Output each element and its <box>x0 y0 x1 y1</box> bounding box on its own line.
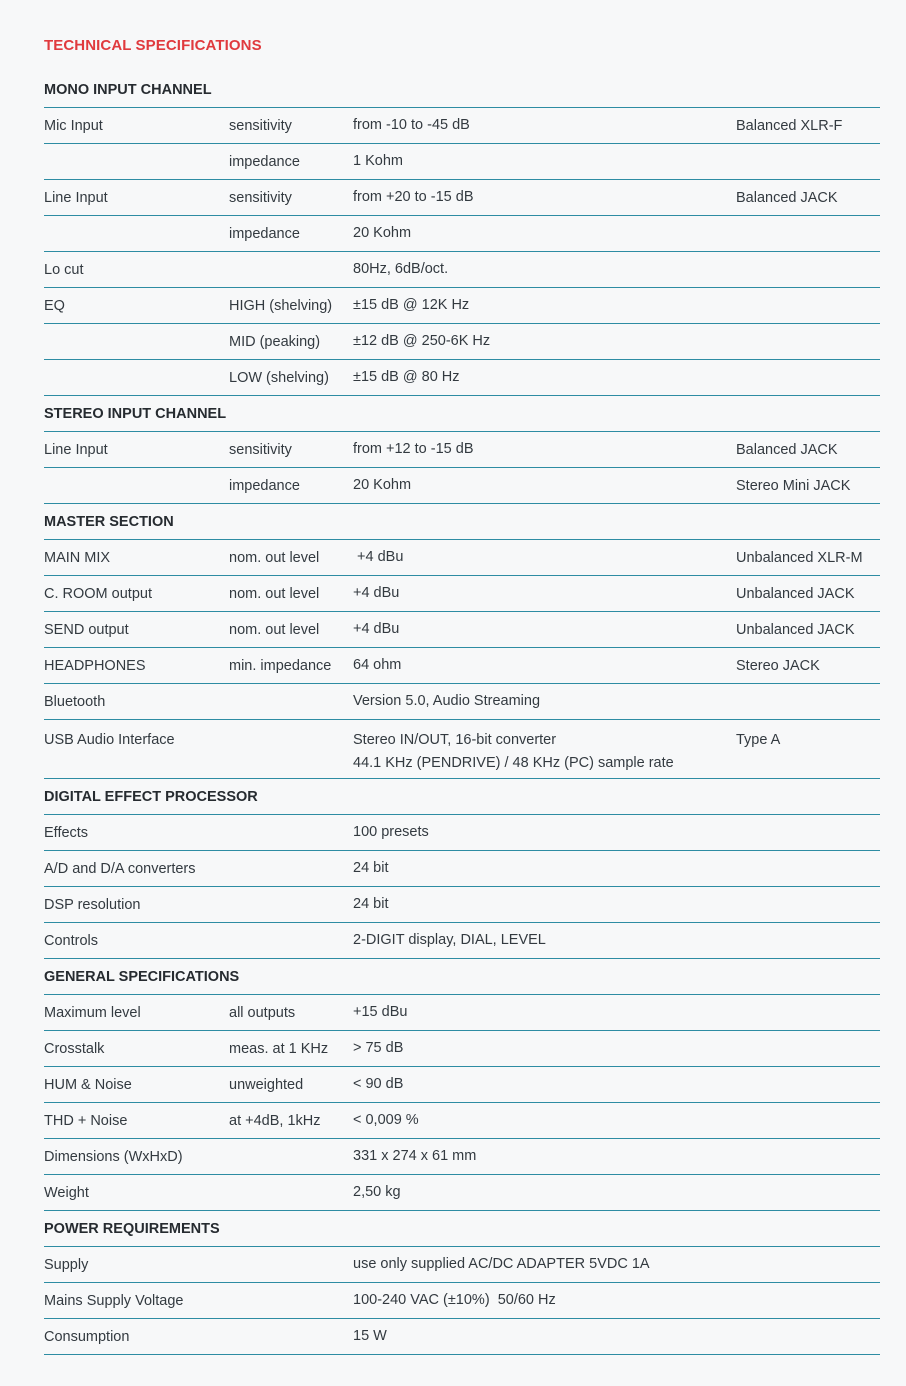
spec-name: Line Input <box>44 441 108 458</box>
spec-value: 331 x 274 x 61 mm <box>353 1148 477 1164</box>
spec-parameter: impedance <box>229 153 300 170</box>
spec-connector: Unbalanced XLR-M <box>736 549 863 566</box>
spec-parameter: nom. out level <box>229 621 320 638</box>
spec-row <box>44 612 880 648</box>
section-header <box>44 396 880 432</box>
spec-row <box>44 1031 880 1067</box>
spec-parameter: impedance <box>229 477 300 494</box>
spec-parameter: sensitivity <box>229 189 292 206</box>
spec-row <box>44 576 880 612</box>
spec-name: Consumption <box>44 1328 130 1345</box>
section-header <box>44 959 880 995</box>
spec-value: 2,50 kg <box>353 1184 401 1200</box>
spec-parameter: HIGH (shelving) <box>229 297 333 314</box>
spec-name: Dimensions (WxHxD) <box>44 1148 183 1165</box>
spec-parameter: at +4dB, 1kHz <box>229 1112 321 1129</box>
spec-name: Bluetooth <box>44 693 106 710</box>
spec-row <box>44 887 880 923</box>
spec-row <box>44 648 880 684</box>
spec-value-line: Stereo IN/OUT, 16-bit converter <box>353 732 557 748</box>
spec-value: Version 5.0, Audio Streaming <box>353 693 541 709</box>
spec-connector: Balanced JACK <box>736 441 838 458</box>
spec-value: 100-240 VAC (±10%) 50/60 Hz <box>353 1292 556 1308</box>
section-title: DIGITAL EFFECT PROCESSOR <box>44 788 258 805</box>
spec-name: HUM & Noise <box>44 1076 132 1093</box>
spec-value: 64 ohm <box>353 657 402 673</box>
spec-name: HEADPHONES <box>44 657 146 674</box>
spec-name: Mains Supply Voltage <box>44 1292 184 1309</box>
spec-row <box>44 1103 880 1139</box>
spec-name: SEND output <box>44 621 129 638</box>
spec-parameter: sensitivity <box>229 117 292 134</box>
spec-value: from -10 to -45 dB <box>353 117 470 133</box>
spec-name: Mic Input <box>44 117 103 134</box>
spec-value-line: 44.1 KHz (PENDRIVE) / 48 KHz (PC) sample rate <box>353 755 674 771</box>
spec-value: ±12 dB @ 250-6K Hz <box>353 333 491 349</box>
spec-row <box>44 216 880 252</box>
spec-row <box>44 995 880 1031</box>
spec-parameter: min. impedance <box>229 657 332 674</box>
spec-value: +15 dBu <box>353 1004 408 1020</box>
spec-row <box>44 1247 880 1283</box>
spec-parameter: nom. out level <box>229 585 320 602</box>
spec-value: ±15 dB @ 12K Hz <box>353 297 470 313</box>
spec-connector: Unbalanced JACK <box>736 621 855 638</box>
spec-value: 24 bit <box>353 896 389 912</box>
spec-parameter: sensitivity <box>229 441 292 458</box>
spec-value: < 0,009 % <box>353 1112 419 1128</box>
section-header <box>44 72 880 108</box>
spec-value: ±15 dB @ 80 Hz <box>353 369 460 385</box>
section-header <box>44 504 880 540</box>
spec-row <box>44 288 880 324</box>
spec-parameter: LOW (shelving) <box>229 369 329 386</box>
spec-name: Crosstalk <box>44 1040 105 1057</box>
spec-value: > 75 dB <box>353 1040 404 1056</box>
spec-value: +4 dBu <box>353 549 404 565</box>
spec-value: 100 presets <box>353 824 429 840</box>
section-title: STEREO INPUT CHANNEL <box>44 405 227 422</box>
spec-name: A/D and D/A converters <box>44 860 196 877</box>
spec-parameter: unweighted <box>229 1076 304 1093</box>
spec-name: Maximum level <box>44 1004 141 1021</box>
spec-row <box>44 144 880 180</box>
spec-parameter: MID (peaking) <box>229 333 321 350</box>
spec-name: DSP resolution <box>44 896 141 913</box>
spec-row <box>44 1319 880 1355</box>
spec-name: Effects <box>44 824 89 841</box>
spec-row <box>44 1283 880 1319</box>
spec-row <box>44 815 880 851</box>
spec-row <box>44 432 880 468</box>
spec-row <box>44 252 880 288</box>
spec-value: +4 dBu <box>353 585 400 601</box>
spec-connector: Unbalanced JACK <box>736 585 855 602</box>
section-header <box>44 779 880 815</box>
section-title: POWER REQUIREMENTS <box>44 1220 220 1237</box>
spec-row <box>44 108 880 144</box>
spec-row <box>44 720 880 779</box>
spec-row <box>44 360 880 396</box>
spec-name: Line Input <box>44 189 108 206</box>
section-title: MONO INPUT CHANNEL <box>44 81 212 98</box>
spec-parameter: meas. at 1 KHz <box>229 1040 329 1057</box>
spec-row <box>44 684 880 720</box>
spec-value: use only supplied AC/DC ADAPTER 5VDC 1A <box>353 1256 650 1272</box>
spec-name: MAIN MIX <box>44 549 111 566</box>
spec-parameter: impedance <box>229 225 300 242</box>
spec-row <box>44 468 880 504</box>
spec-name: Supply <box>44 1256 89 1273</box>
spec-name: Weight <box>44 1184 89 1201</box>
spec-value: < 90 dB <box>353 1076 404 1092</box>
spec-value: from +12 to -15 dB <box>353 441 474 457</box>
spec-row <box>44 1139 880 1175</box>
spec-connector: Stereo Mini JACK <box>736 477 851 494</box>
spec-name: EQ <box>44 297 65 314</box>
spec-value: 2-DIGIT display, DIAL, LEVEL <box>353 932 546 948</box>
section-header <box>44 1211 880 1247</box>
spec-row <box>44 324 880 360</box>
spec-name: C. ROOM output <box>44 585 152 602</box>
spec-value <box>353 729 736 775</box>
spec-name: THD + Noise <box>44 1112 128 1129</box>
spec-row <box>44 540 880 576</box>
spec-row <box>44 180 880 216</box>
spec-name: Controls <box>44 932 98 949</box>
spec-table <box>44 72 880 1355</box>
section-title: MASTER SECTION <box>44 513 174 530</box>
spec-value: 15 W <box>353 1328 387 1344</box>
spec-parameter: nom. out level <box>229 549 320 566</box>
spec-row <box>44 1067 880 1103</box>
spec-value: 80Hz, 6dB/oct. <box>353 261 449 277</box>
spec-value: 20 Kohm <box>353 225 412 241</box>
spec-row <box>44 923 880 959</box>
spec-parameter: all outputs <box>229 1004 296 1021</box>
page-title: TECHNICAL SPECIFICATIONS <box>44 37 262 54</box>
spec-value: 24 bit <box>353 860 389 876</box>
section-title: GENERAL SPECIFICATIONS <box>44 968 240 985</box>
spec-value: 20 Kohm <box>353 477 412 493</box>
spec-connector: Stereo JACK <box>736 657 820 674</box>
spec-value: +4 dBu <box>353 621 400 637</box>
spec-value: 1 Kohm <box>353 153 403 169</box>
spec-name: Lo cut <box>44 261 84 278</box>
spec-connector: Balanced XLR-F <box>736 117 843 134</box>
spec-connector: Balanced JACK <box>736 189 838 206</box>
spec-row <box>44 1175 880 1211</box>
spec-connector: Type A <box>736 732 781 748</box>
spec-name: USB Audio Interface <box>44 732 175 748</box>
spec-row <box>44 851 880 887</box>
spec-value: from +20 to -15 dB <box>353 189 474 205</box>
